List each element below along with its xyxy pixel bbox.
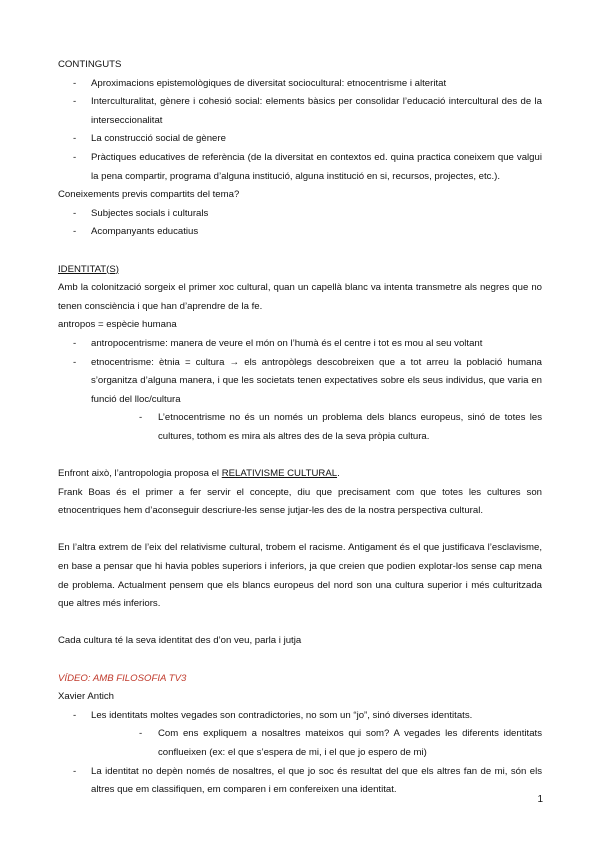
list-item: - La identitat no depèn només de nosaltres, el que jo soc és resultat del que els altres fan de mi, són els altres que em classifiquen, em comparen i em confereixen una identitat. bbox=[58, 763, 542, 800]
relativisme-line: Enfront això, l’antropologia proposa el RELATIVISME CULTURAL. bbox=[58, 468, 340, 480]
list-item: - La construcció social de gènere bbox=[58, 130, 542, 149]
continguts-heading: CONTINGUTS bbox=[58, 59, 122, 70]
document-page bbox=[58, 56, 542, 800]
video-title: VÍDEO: AMB FILOSOFIA TV3 bbox=[58, 672, 187, 684]
list-item: - Pràctiques educatives de referència (de la diversitat en contextos ed. quina practica coneixem que valgui la pena compartir, programa d’alguna institució, alguna institució en si, recursos, projectes, etc.). bbox=[58, 149, 542, 186]
sub-list-item: - L’etnocentrisme no és un només un problema dels blancs europeus, sinó de totes les cultures, tothom es mira als altres des de la seva pròpia cultura. bbox=[58, 409, 542, 446]
list-item: - Interculturalitat, gènere i cohesió social: elements bàsics per consolidar l’educació intercultural des de la interseccionalitat bbox=[58, 93, 542, 130]
cada-cultura-line: Cada cultura té la seva identitat des d’on veu, parla i jutja bbox=[58, 635, 302, 647]
list-item: - Les identitats moltes vegades son contradictories, no som un “jo”, sinó diverses identitats. bbox=[58, 707, 542, 726]
video-author: Xavier Antich bbox=[58, 691, 114, 703]
page-number: 1 bbox=[537, 794, 543, 805]
list-item: - Aproximacions epistemològiques de diversitat sociocultural: etnocentrisme i alteritat bbox=[58, 75, 542, 94]
sub-list-item: - Com ens expliquem a nosaltres mateixos qui som? A vegades les diferents identitats conflueixen (ex: el que s’espera de mi, i el que jo espero de mi) bbox=[58, 725, 542, 762]
list-item: - antropocentrisme: manera de veure el món on l’humà és el centre i tot es mou al seu voltant bbox=[58, 335, 542, 354]
coneixements-heading: Coneixements previs compartits del tema? bbox=[58, 189, 240, 201]
racisme-paragraph: En l’altra extrem de l’eix del relativisme cultural, trobem el racisme. Antigament és el que justificava l’esclavisme, en base a pensar que hi havia pobles superiors i inferiors, ja que creien que podien explotar-los sense cap mena de problema. Actualment pensem que els blancs europeus del nord son una cultura superior i més culturitzada que altres més inferiors. bbox=[58, 542, 542, 610]
continguts-list bbox=[58, 75, 542, 187]
antropos-definition: antropos = espècie humana bbox=[58, 319, 177, 331]
list-item: - Acompanyants educatius bbox=[58, 223, 542, 242]
relativisme-term: RELATIVISME CULTURAL bbox=[221, 468, 338, 480]
identitat-heading: IDENTITAT(S) bbox=[58, 263, 119, 275]
boas-paragraph: Frank Boas és el primer a fer servir el concepte, diu que precisament com que totes les cultures son etnocentriques hem d’aconseguir descriure-les sense jutjar-les des de la nostra perspectiva cultural. bbox=[58, 486, 542, 517]
identitat-list bbox=[58, 335, 542, 447]
list-item: - etnocentrisme: ètnia = cultura → els antropòlegs descobreixen que a tot arreu la població humana s’organitza d’alguna manera, i que les societats tenen expectatives sobre els seus individus, que varia en funció del lloc/cultura bbox=[58, 354, 542, 410]
identitat-intro: Amb la colonització sorgeix el primer xoc cultural, quan un capellà blanc va intenta transmetre als negres que no tenen consciència i que han d’aprendre de la fe. bbox=[58, 282, 542, 312]
list-item: - Subjectes socials i culturals bbox=[58, 205, 542, 224]
video-list bbox=[58, 707, 542, 800]
coneixements-list bbox=[58, 205, 542, 242]
